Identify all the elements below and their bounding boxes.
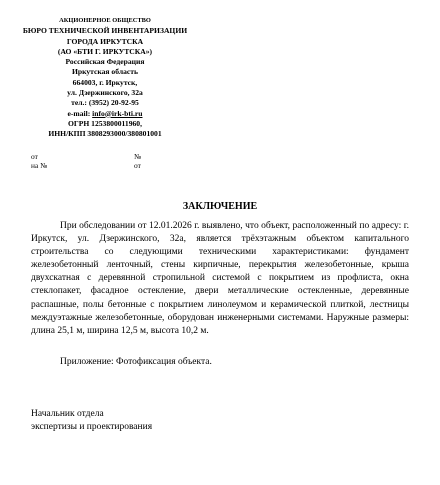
signer-position-line2: экспертизы и проектирования bbox=[31, 422, 153, 432]
org-name-line: БЮРО ТЕХНИЧЕСКОЙ ИНВЕНТАРИЗАЦИИ bbox=[22, 26, 188, 36]
signature-block bbox=[31, 408, 152, 434]
org-type: АКЦИОНЕРНОЕ ОБЩЕСТВО bbox=[59, 17, 151, 24]
outgoing-date-label: от bbox=[31, 152, 38, 161]
org-inn-kpp: ИНН/КПП 3808293000/380801001 bbox=[48, 129, 162, 139]
signer-position-line1: Начальник отдела bbox=[31, 409, 104, 419]
outgoing-number-label: № bbox=[134, 152, 142, 161]
document-title: ЗАКЛЮЧЕНИЕ bbox=[182, 201, 258, 212]
incoming-number-label: на № bbox=[31, 161, 48, 170]
org-header bbox=[0, 16, 210, 140]
org-phone: тел.: (3952) 20-92-95 bbox=[71, 98, 139, 108]
attachment-line: Приложение: Фотофиксация объекта. bbox=[60, 357, 212, 367]
org-postal-city: 664003, г. Иркутск, bbox=[72, 77, 138, 87]
org-short-name: (АО «БТИ Г. ИРКУТСКА») bbox=[57, 46, 153, 56]
conclusion-body: При обследовании от 12.01.2026 г. выявлено, что объект, расположенный по адресу: г. Иркутск, ул. Дзержинского, 32а, является трёхэтажным объектом капитального строительства со следующими техническими характеристиками: фундамент железобетонный ленточный, стены кирпичные, перекрытия железобетонные, крыша двухскатная с деревянной стропильной системой с покрытием из профлиста, окна стеклопакет, фасадное остекление, двери металлические остекленные, деревянные распашные, полы бетонные с покрытием линолеумом и керамической плиткой, лестницы междуэтажные железобетонные, оборудован инженерными системами. Наружные размеры: длина 25,1 м, ширина 12,5 м, высота 10,2 м. bbox=[31, 221, 409, 336]
email-label: e-mail: bbox=[67, 108, 93, 118]
org-city-line: ГОРОДА ИРКУТСКА bbox=[66, 36, 144, 46]
org-region: Иркутская область bbox=[71, 67, 139, 77]
email-link[interactable]: info@irk-bti.ru bbox=[92, 108, 143, 118]
org-email-row bbox=[0, 109, 210, 119]
org-country: Российская Федерация bbox=[65, 57, 145, 67]
org-ogrn: ОГРН 1253800011960, bbox=[67, 118, 143, 128]
incoming-date-label: от bbox=[134, 161, 141, 170]
org-street: ул. Дзержинского, 32а bbox=[67, 88, 143, 98]
